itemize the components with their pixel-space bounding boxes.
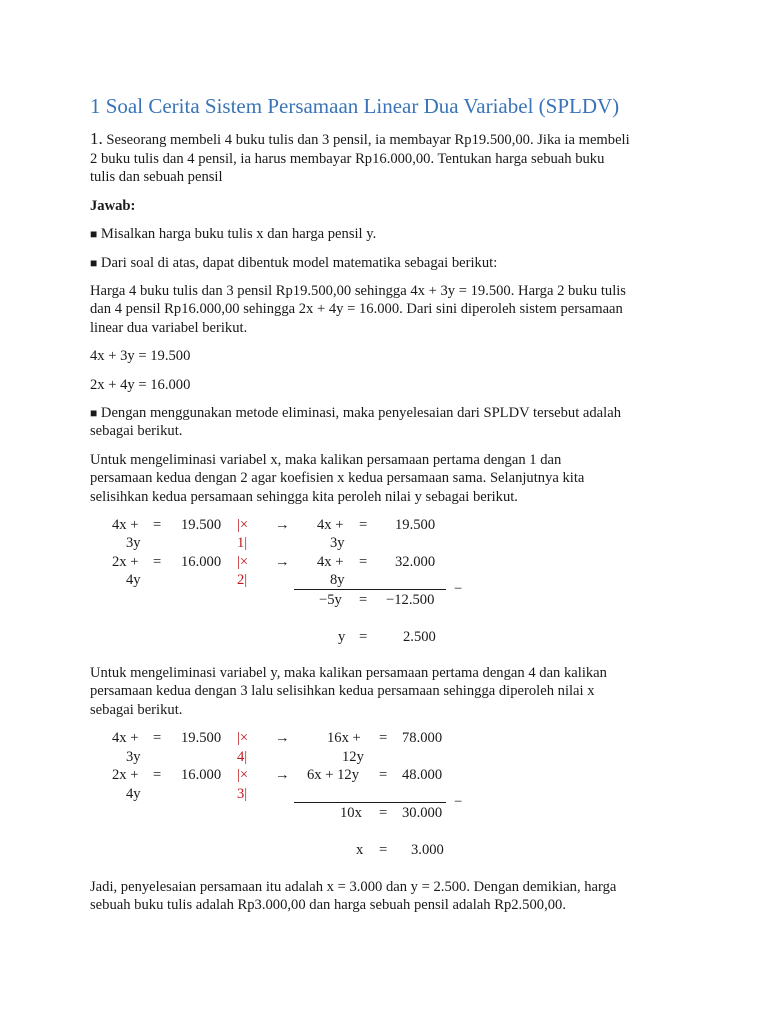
problem-line-3: tulis dan sebuah pensil [90, 169, 223, 185]
bullet-item-2: ■ Dari soal di atas, dapat dibentuk model matematika sebagai berikut: [90, 255, 498, 271]
model-line-2: dan 4 pensil Rp16.000,00 sehingga 2x + 4y = 16.000. Dari sini diperoleh sistem persamaan [90, 301, 623, 317]
elim-y-line-2: persamaan kedua dengan 3 lalu selisihkan kedua persamaan sehingga diperoleh nilai x [90, 683, 595, 699]
equation-2: 2x + 4y = 16.000 [90, 377, 191, 393]
problem-number: 1. [90, 129, 103, 148]
problem-line-1: 1. Seseorang membeli 4 buku tulis dan 3 pensil, ia membayar Rp19.500,00. Jika ia membeli [90, 129, 630, 148]
page-title: 1 Soal Cerita Sistem Persamaan Linear Dua Variabel (SPLDV) [90, 94, 620, 118]
subtraction-line [294, 589, 446, 590]
elim-x-line-3: selisihkan kedua persamaan sehingga kita peroleh nilai y sebagai berikut. [90, 489, 518, 505]
bullet-item-3-cont: sebagai berikut. [90, 423, 183, 439]
elim-y-line-1: Untuk mengeliminasi variabel y, maka kalikan persamaan pertama dengan 4 dan kalikan [90, 665, 607, 681]
model-line-3: linear dua variabel berikut. [90, 320, 248, 336]
elim-x-line-1: Untuk mengeliminasi variabel x, maka kalikan persamaan pertama dengan 1 dan [90, 452, 562, 468]
conclusion-line-1: Jadi, penyelesaian persamaan itu adalah x = 3.000 dan y = 2.500. Dengan demikian, harga [90, 879, 617, 895]
minus-sign: − [454, 794, 463, 810]
bullet-item-3: ■ Dengan menggunakan metode eliminasi, maka penyelesaian dari SPLDV tersebut adalah [90, 405, 621, 421]
problem-line-2: 2 buku tulis dan 4 pensil, ia harus membayar Rp16.000,00. Tentukan harga sebuah buku [90, 151, 605, 167]
elim-x-line-2: persamaan kedua dengan 2 agar koefisien x kedua persamaan sama. Selanjutnya kita [90, 470, 585, 486]
elim-y-line-3: sebagai berikut. [90, 702, 183, 718]
bullet-item-1: ■ Misalkan harga buku tulis x dan harga pensil y. [90, 226, 377, 242]
equation-1: 4x + 3y = 19.500 [90, 348, 191, 364]
conclusion-line-2: sebuah buku tulis adalah Rp3.000,00 dan harga sebuah pensil adalah Rp2.500,00. [90, 897, 566, 913]
minus-sign: − [454, 581, 463, 597]
subtraction-line [294, 802, 446, 803]
answer-label: Jawab: [90, 198, 136, 214]
model-line-1: Harga 4 buku tulis dan 3 pensil Rp19.500,00 sehingga 4x + 3y = 19.500. Harga 2 buku tulis [90, 283, 626, 299]
